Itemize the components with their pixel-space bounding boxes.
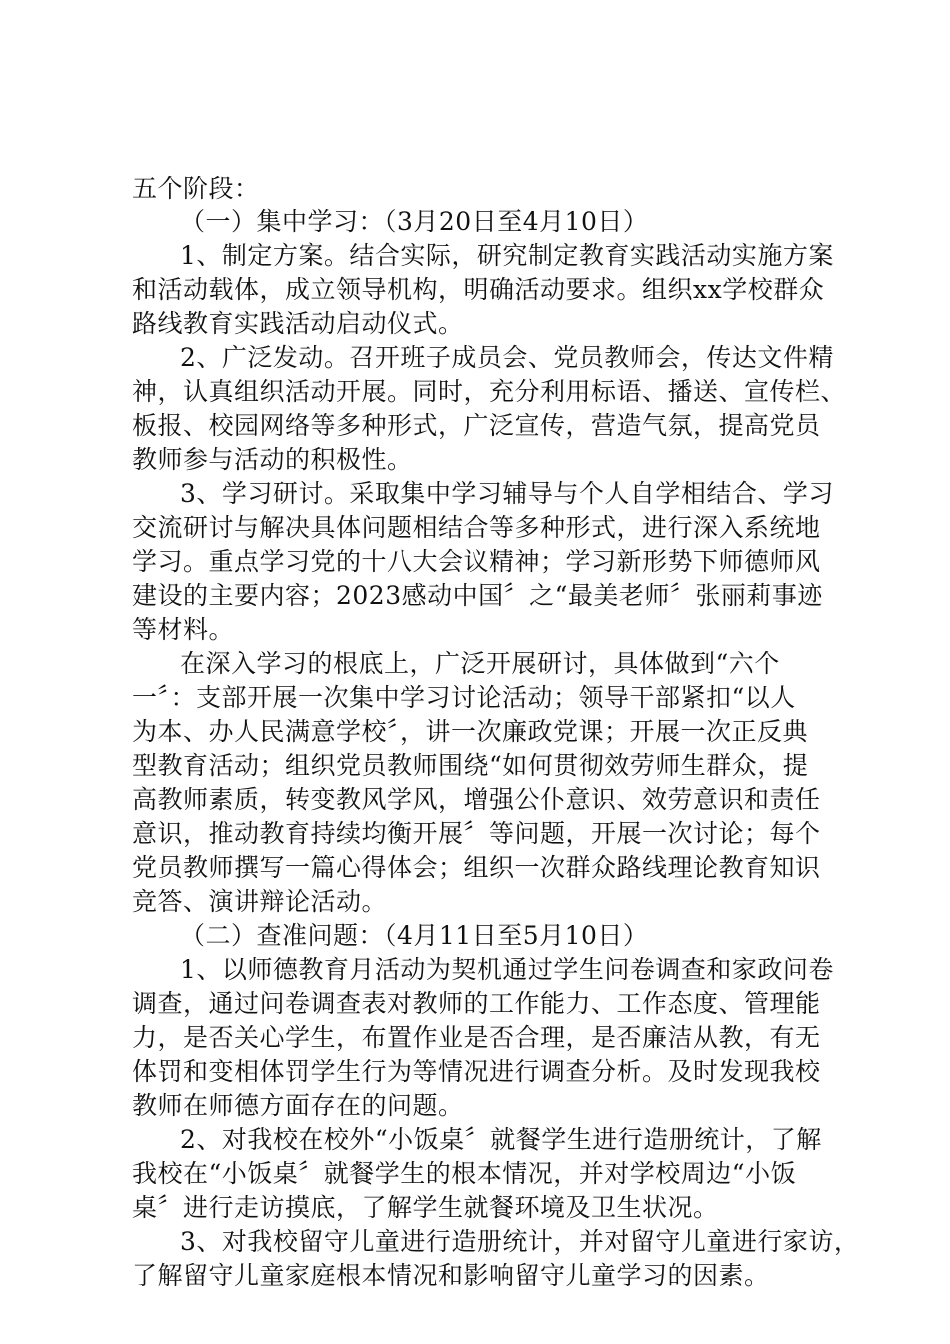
text-line: 为本、办人民满意学校〞，讲一次廉政党课；开展一次正反典 [132, 717, 809, 746]
text-line: 等材料。 [132, 615, 235, 644]
text-line: 在深入学习的根底上，广泛开展研讨，具体做到“六个 [180, 649, 780, 678]
text-line: 体罚和变相体罚学生行为等情况进行调查分析。及时发现我校 [132, 1057, 821, 1086]
text-line: 3、学习研讨。采取集中学习辅导与个人自学相结合、学习 [180, 479, 834, 508]
text-line: 调查，通过问卷调查表对教师的工作能力、工作态度、管理能 [132, 989, 821, 1018]
text-line: 教师参与活动的积极性。 [132, 445, 413, 474]
text-line: 意识，推动教育持续均衡开展〞等问题，开展一次讨论；每个 [132, 819, 821, 848]
text-line: 型教育活动；组织党员教师围绕“如何贯彻效劳师生群众，提 [132, 751, 809, 780]
text-line: 我校在“小饭桌〞就餐学生的根本情况，并对学校周边“小饭 [132, 1159, 797, 1188]
text-line: 高教师素质，转变教风学风，增强公仆意识、效劳意识和责任 [132, 785, 821, 814]
text-line: 桌〞进行走访摸底，了解学生就餐环境及卫生状况。 [132, 1193, 719, 1222]
text-line: 了解留守儿童家庭根本情况和影响留守儿童学习的因素。 [132, 1261, 770, 1290]
text-line: 神，认真组织活动开展。同时，充分利用标语、播送、宣传栏、 [132, 377, 847, 406]
text-line: 1、以师德教育月活动为契机通过学生问卷调查和家政问卷 [180, 955, 834, 984]
text-line: 1、制定方案。结合实际，研究制定教育实践活动实施方案 [180, 241, 834, 270]
text-line: 建设的主要内容；2023感动中国〞之“最美老师〞张丽莉事迹 [132, 581, 823, 610]
text-line: 党员教师撰写一篇心得体会；组织一次群众路线理论教育知识 [132, 853, 821, 882]
section-heading: （一）集中学习：（3月20日至4月10日） [180, 207, 649, 236]
text-line: 2、对我校在校外“小饭桌〞就餐学生进行造册统计，了解 [180, 1125, 822, 1154]
text-line: 一〞：支部开展一次集中学习讨论活动；领导干部紧扣“以人 [132, 683, 796, 712]
text-line: 路线教育实践活动启动仪式。 [132, 309, 464, 338]
text-line: 交流研讨与解决具体问题相结合等多种形式，进行深入系统地 [132, 513, 821, 542]
text-line: 力，是否关心学生，布置作业是否合理，是否廉洁从教，有无 [132, 1023, 821, 1052]
text-line: 学习。重点学习党的十八大会议精神；学习新形势下师德师风 [132, 547, 821, 576]
text-line: 和活动载体，成立领导机构，明确活动要求。组织xx学校群众 [132, 275, 825, 304]
text-line: 2、广泛发动。召开班子成员会、党员教师会，传达文件精 [180, 343, 834, 372]
text-line: 教师在师德方面存在的问题。 [132, 1091, 464, 1120]
text-line: 板报、校园网络等多种形式，广泛宣传，营造气氛，提高党员 [132, 411, 821, 440]
text-line: 五个阶段： [132, 174, 260, 203]
text-line: 3、对我校留守儿童进行造册统计，并对留守儿童进行家访， [180, 1227, 860, 1256]
text-line: 竞答、演讲辩论活动。 [132, 887, 388, 916]
section-heading: （二）查准问题：（4月11日至5月10日） [180, 921, 649, 950]
